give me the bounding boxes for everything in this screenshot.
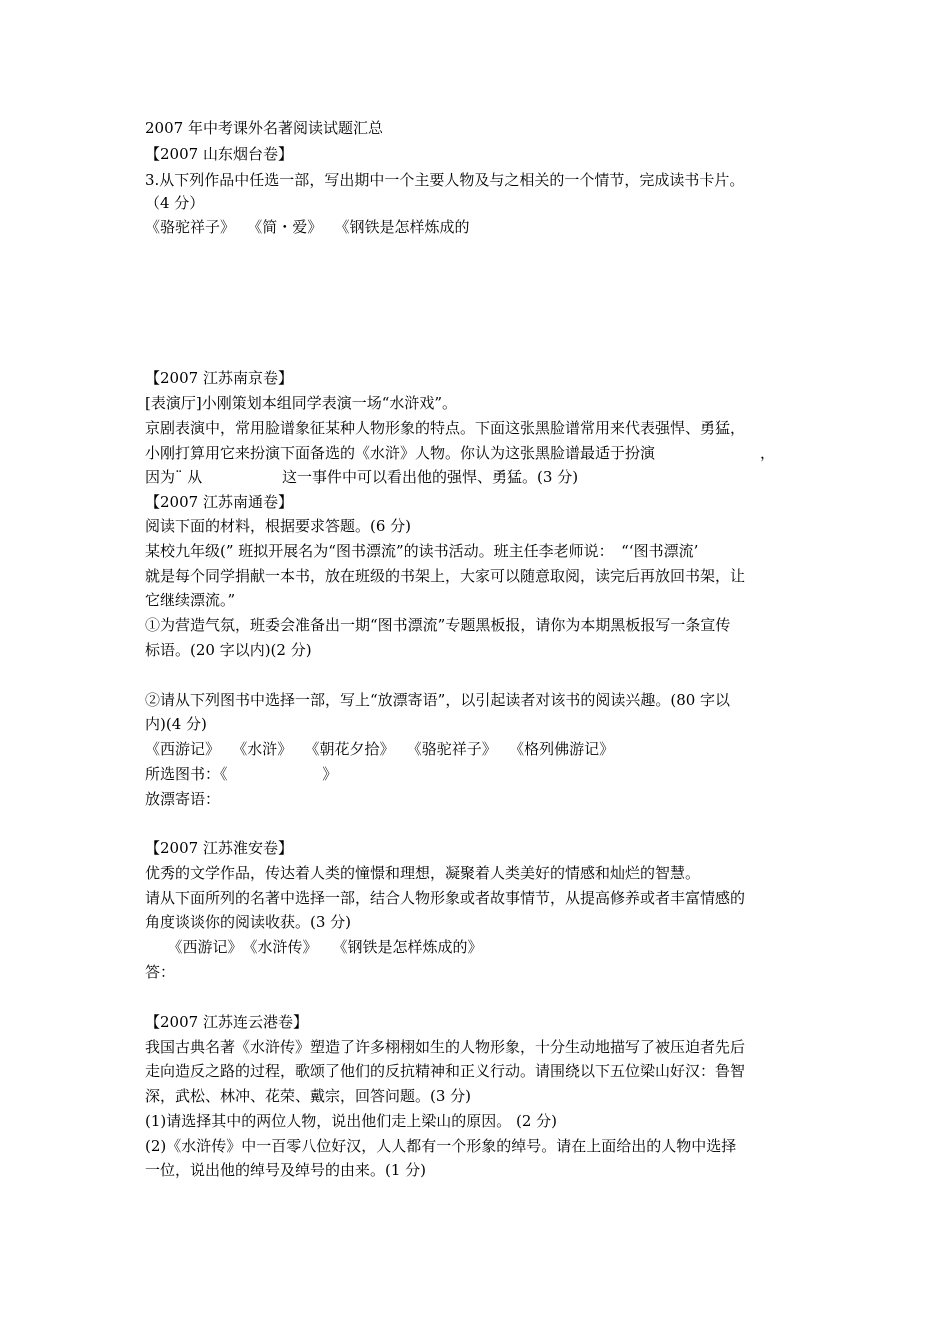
question-line: 走向造反之路的过程，歌颂了他们的反抗精神和正义行动。请围绕以下五位梁山好汉：鲁智	[145, 1062, 746, 1080]
question-line: 阅读下面的材料，根据要求答题。(6 分)	[145, 517, 412, 535]
question-line: 我国古典名著《水浒传》塑造了许多栩栩如生的人物形象，十分生动地描写了被压迫者先后	[145, 1038, 746, 1056]
book-list-line: 《西游记》 《水浒传》 《钢铁是怎样炼成的》	[145, 938, 483, 956]
question-line: 某校九年级(” 班拟开展名为“图书漂流”的读书活动。班主任李老师说： “‘图书漂流’	[145, 542, 699, 560]
question-line: 京剧表演中，常用脸谱象征某种人物形象的特点。下面这张黑脸谱常用来代表强悍、勇猛，	[145, 419, 746, 437]
question-line: 内)(4 分)	[145, 715, 207, 733]
document-title: 2007 年中考课外名著阅读试题汇总	[145, 119, 383, 137]
question-line: [表演厅]小刚策划本组同学表演一场“水浒戏”。	[145, 394, 458, 412]
question-line: 它继续漂流。”	[145, 591, 236, 609]
section-header-yantai: 【2007 山东烟台卷】	[145, 145, 293, 163]
question-line: 角度谈谈你的阅读收获。(3 分)	[145, 913, 352, 931]
question-line: 深，武松、林冲、花荣、戴宗，回答问题。(3 分)	[145, 1087, 472, 1105]
section-header-huaian: 【2007 江苏淮安卷】	[145, 839, 293, 857]
question-line: 一位，说出他的绰号及绰号的由来。(1 分)	[145, 1161, 427, 1179]
answer-line: 所选图书：《 》	[145, 765, 338, 783]
section-header-nantong: 【2007 江苏南通卷】	[145, 493, 293, 511]
question-line: 优秀的文学作品，传达着人类的憧憬和理想，凝聚着人类美好的情感和灿烂的智慧。	[145, 864, 701, 882]
book-list-line: 《骆驼祥子》 《简・爱》 《钢铁是怎样炼成的	[145, 218, 470, 236]
question-line: （4 分）	[145, 194, 205, 212]
question-line: 请从下面所列的名著中选择一部，结合人物形象或者故事情节，从提高修养或者丰富情感的	[145, 889, 746, 907]
book-list-line: 《西游记》 《水浒》 《朝花夕拾》 《骆驼祥子》 《格列佛游记》	[145, 740, 615, 758]
question-line: ②请从下列图书中选择一部，写上“放漂寄语”，以引起读者对该书的阅读兴趣。(80 字以	[145, 691, 731, 709]
question-line: (2)《水浒传》中一百零八位好汉，人人都有一个形象的绰号。请在上面给出的人物中选择	[145, 1137, 737, 1155]
question-line: 小刚打算用它来扮演下面备选的《水浒》人物。你认为这张黑脸谱最适于扮演 ，	[145, 444, 776, 462]
section-header-nanjing: 【2007 江苏南京卷】	[145, 369, 293, 387]
question-line: 标语。(20 字以内)(2 分)	[145, 641, 312, 659]
section-header-lianyungang: 【2007 江苏连云港卷】	[145, 1013, 308, 1031]
answer-line: 放漂寄语：	[145, 790, 221, 808]
question-line: 3.从下列作品中任选一部，写出期中一个主要人物及与之相关的一个情节，完成读书卡片。	[145, 171, 745, 189]
question-line: (1)请选择其中的两位人物，说出他们走上梁山的原因。 (2 分)	[145, 1112, 558, 1130]
question-line: 就是每个同学捐献一本书，放在班级的书架上，大家可以随意取阅，读完后再放回书架，让	[145, 567, 746, 585]
question-line: ①为营造气氛，班委会准备出一期“图书漂流”专题黑板报，请你为本期黑板报写一条宣传	[145, 616, 731, 634]
question-line: 因为¨ 从 这一事件中可以看出他的强悍、勇猛。(3 分)	[145, 468, 579, 486]
answer-line: 答：	[145, 963, 176, 981]
